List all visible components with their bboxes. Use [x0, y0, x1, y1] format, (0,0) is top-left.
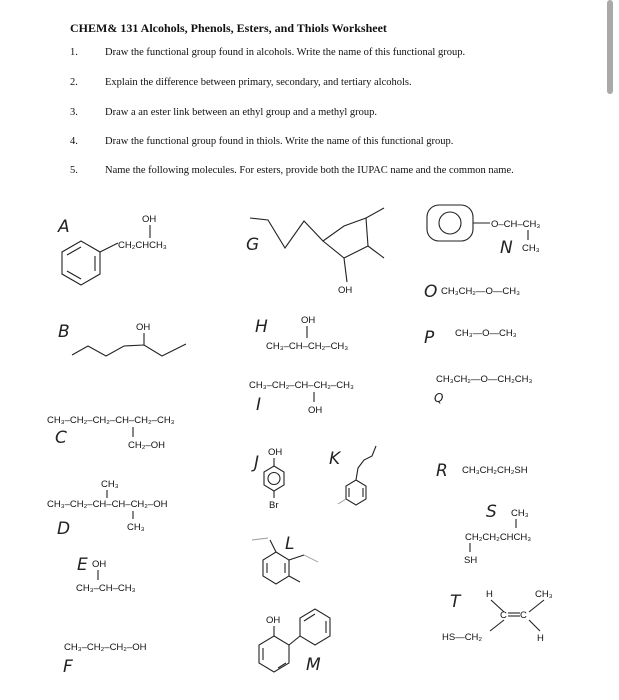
formula-label: CH₃CH₂—O—CH₃ — [441, 286, 520, 297]
molecule-n — [427, 205, 540, 258]
bottom-label: CH₃ — [127, 522, 145, 533]
hydroxyl-label: OH — [338, 285, 353, 296]
chain-label: CH₃–CH–CH₃ — [76, 583, 136, 594]
branch-label: CH₃ — [522, 243, 540, 254]
molecule-label: A — [58, 217, 70, 237]
question-text: Draw the functional group found in alcohols. Write the name of this functional group. — [105, 47, 466, 58]
chain-label: CH₂CHCH₃ — [118, 240, 167, 251]
molecule-g — [246, 208, 384, 296]
hydroxyl-label: OH — [266, 615, 281, 626]
molecule-s — [464, 502, 531, 566]
molecule-label: E — [77, 555, 88, 575]
question-number: 5. — [70, 165, 78, 176]
molecule-l — [252, 534, 318, 584]
molecule-label: B — [58, 322, 70, 342]
molecule-label: T — [450, 592, 461, 612]
molecule-o — [424, 282, 520, 302]
molecule-label: Q — [434, 391, 444, 405]
question-text: Explain the difference between primary, secondary, and tertiary alcohols. — [105, 77, 412, 88]
molecule-label: R — [436, 461, 448, 481]
question-number: 2. — [70, 77, 78, 88]
thiol-methylene-label: HS—CH₂ — [442, 632, 483, 643]
chain-label: CH₃–CH₂–CH–CH₂–CH₃ — [249, 380, 354, 391]
question-number: 1. — [70, 47, 78, 58]
molecule-f — [63, 642, 147, 677]
thiol-label: SH — [464, 555, 478, 566]
molecule-h — [255, 315, 348, 352]
question-text: Draw a an ester link between an ethyl group and a methyl group. — [105, 107, 378, 118]
molecule-label: J — [254, 453, 260, 473]
formula-label: CH₃CH₂CH₂SH — [462, 465, 528, 476]
molecule-label: C — [55, 428, 67, 448]
hydroxyl-label: OH — [301, 315, 316, 326]
chain-label: CH₃–CH₂–CH–CH–CH₂–OH — [47, 499, 168, 510]
h-top-label: H — [486, 589, 493, 600]
molecule-j — [251, 447, 284, 511]
molecule-b — [58, 322, 186, 356]
molecule-q — [434, 374, 533, 405]
question-text: Draw the functional group found in thiols. Write the name of this functional group. — [105, 136, 454, 147]
molecule-label: F — [63, 657, 73, 677]
molecule-label: I — [256, 395, 262, 415]
molecule-label: D — [57, 519, 71, 539]
molecule-k — [329, 446, 376, 505]
molecule-i — [249, 380, 354, 416]
bromo-label: Br — [269, 500, 279, 511]
molecule-label: H — [255, 317, 268, 337]
hydroxyl-label: OH — [136, 322, 151, 333]
molecule-p — [424, 328, 517, 348]
chain-label: CH₃–CH–CH₂–CH₃ — [266, 341, 349, 352]
methyl-label: CH₃ — [535, 589, 553, 600]
carbon-2-label: C — [520, 610, 527, 621]
molecule-label: O — [424, 282, 438, 302]
molecule-label: M — [306, 655, 321, 675]
question-text: Name the following molecules. For esters, provide both the IUPAC name and the common name. — [105, 165, 514, 176]
hydroxyl-label: OH — [268, 447, 283, 458]
ether-label: O–CH–CH₃ — [491, 219, 541, 230]
branch-label: CH₂–OH — [128, 440, 165, 451]
top-label: CH₃ — [511, 508, 529, 519]
chain-label: CH₃–CH₂–CH₂–OH — [64, 642, 147, 653]
question-number: 4. — [70, 136, 78, 147]
chain-label: CH₂CH₂CHCH₃ — [465, 532, 532, 543]
hydroxyl-label: OH — [308, 405, 323, 416]
molecule-t — [442, 589, 553, 644]
question-number: 3. — [70, 107, 78, 118]
formula-label: CH₃CH₂—O—CH₂CH₃ — [436, 374, 533, 385]
molecule-label: G — [246, 235, 260, 255]
molecule-r — [436, 461, 528, 481]
carbon-1-label: C — [500, 610, 507, 621]
top-label: CH₃ — [101, 479, 119, 490]
molecule-a — [57, 214, 167, 285]
molecule-label: L — [285, 534, 295, 554]
hydroxyl-label: OH — [142, 214, 157, 225]
chain-label: CH₃–CH₂–CH₂–CH–CH₂–CH₃ — [47, 415, 175, 426]
molecule-label: K — [329, 449, 341, 469]
molecule-e — [76, 555, 136, 594]
worksheet-title: CHEM& 131 Alcohols, Phenols, Esters, and Thiols Worksheet — [70, 21, 387, 35]
molecule-c — [47, 415, 175, 451]
molecule-d — [47, 479, 168, 539]
molecule-m — [259, 609, 330, 675]
hydroxyl-label: OH — [92, 559, 107, 570]
molecule-label: P — [424, 328, 435, 348]
h-bottom-label: H — [537, 633, 544, 644]
molecule-label: S — [486, 502, 497, 522]
formula-label: CH₃—O—CH₃ — [455, 328, 517, 339]
molecule-label: N — [500, 238, 513, 258]
